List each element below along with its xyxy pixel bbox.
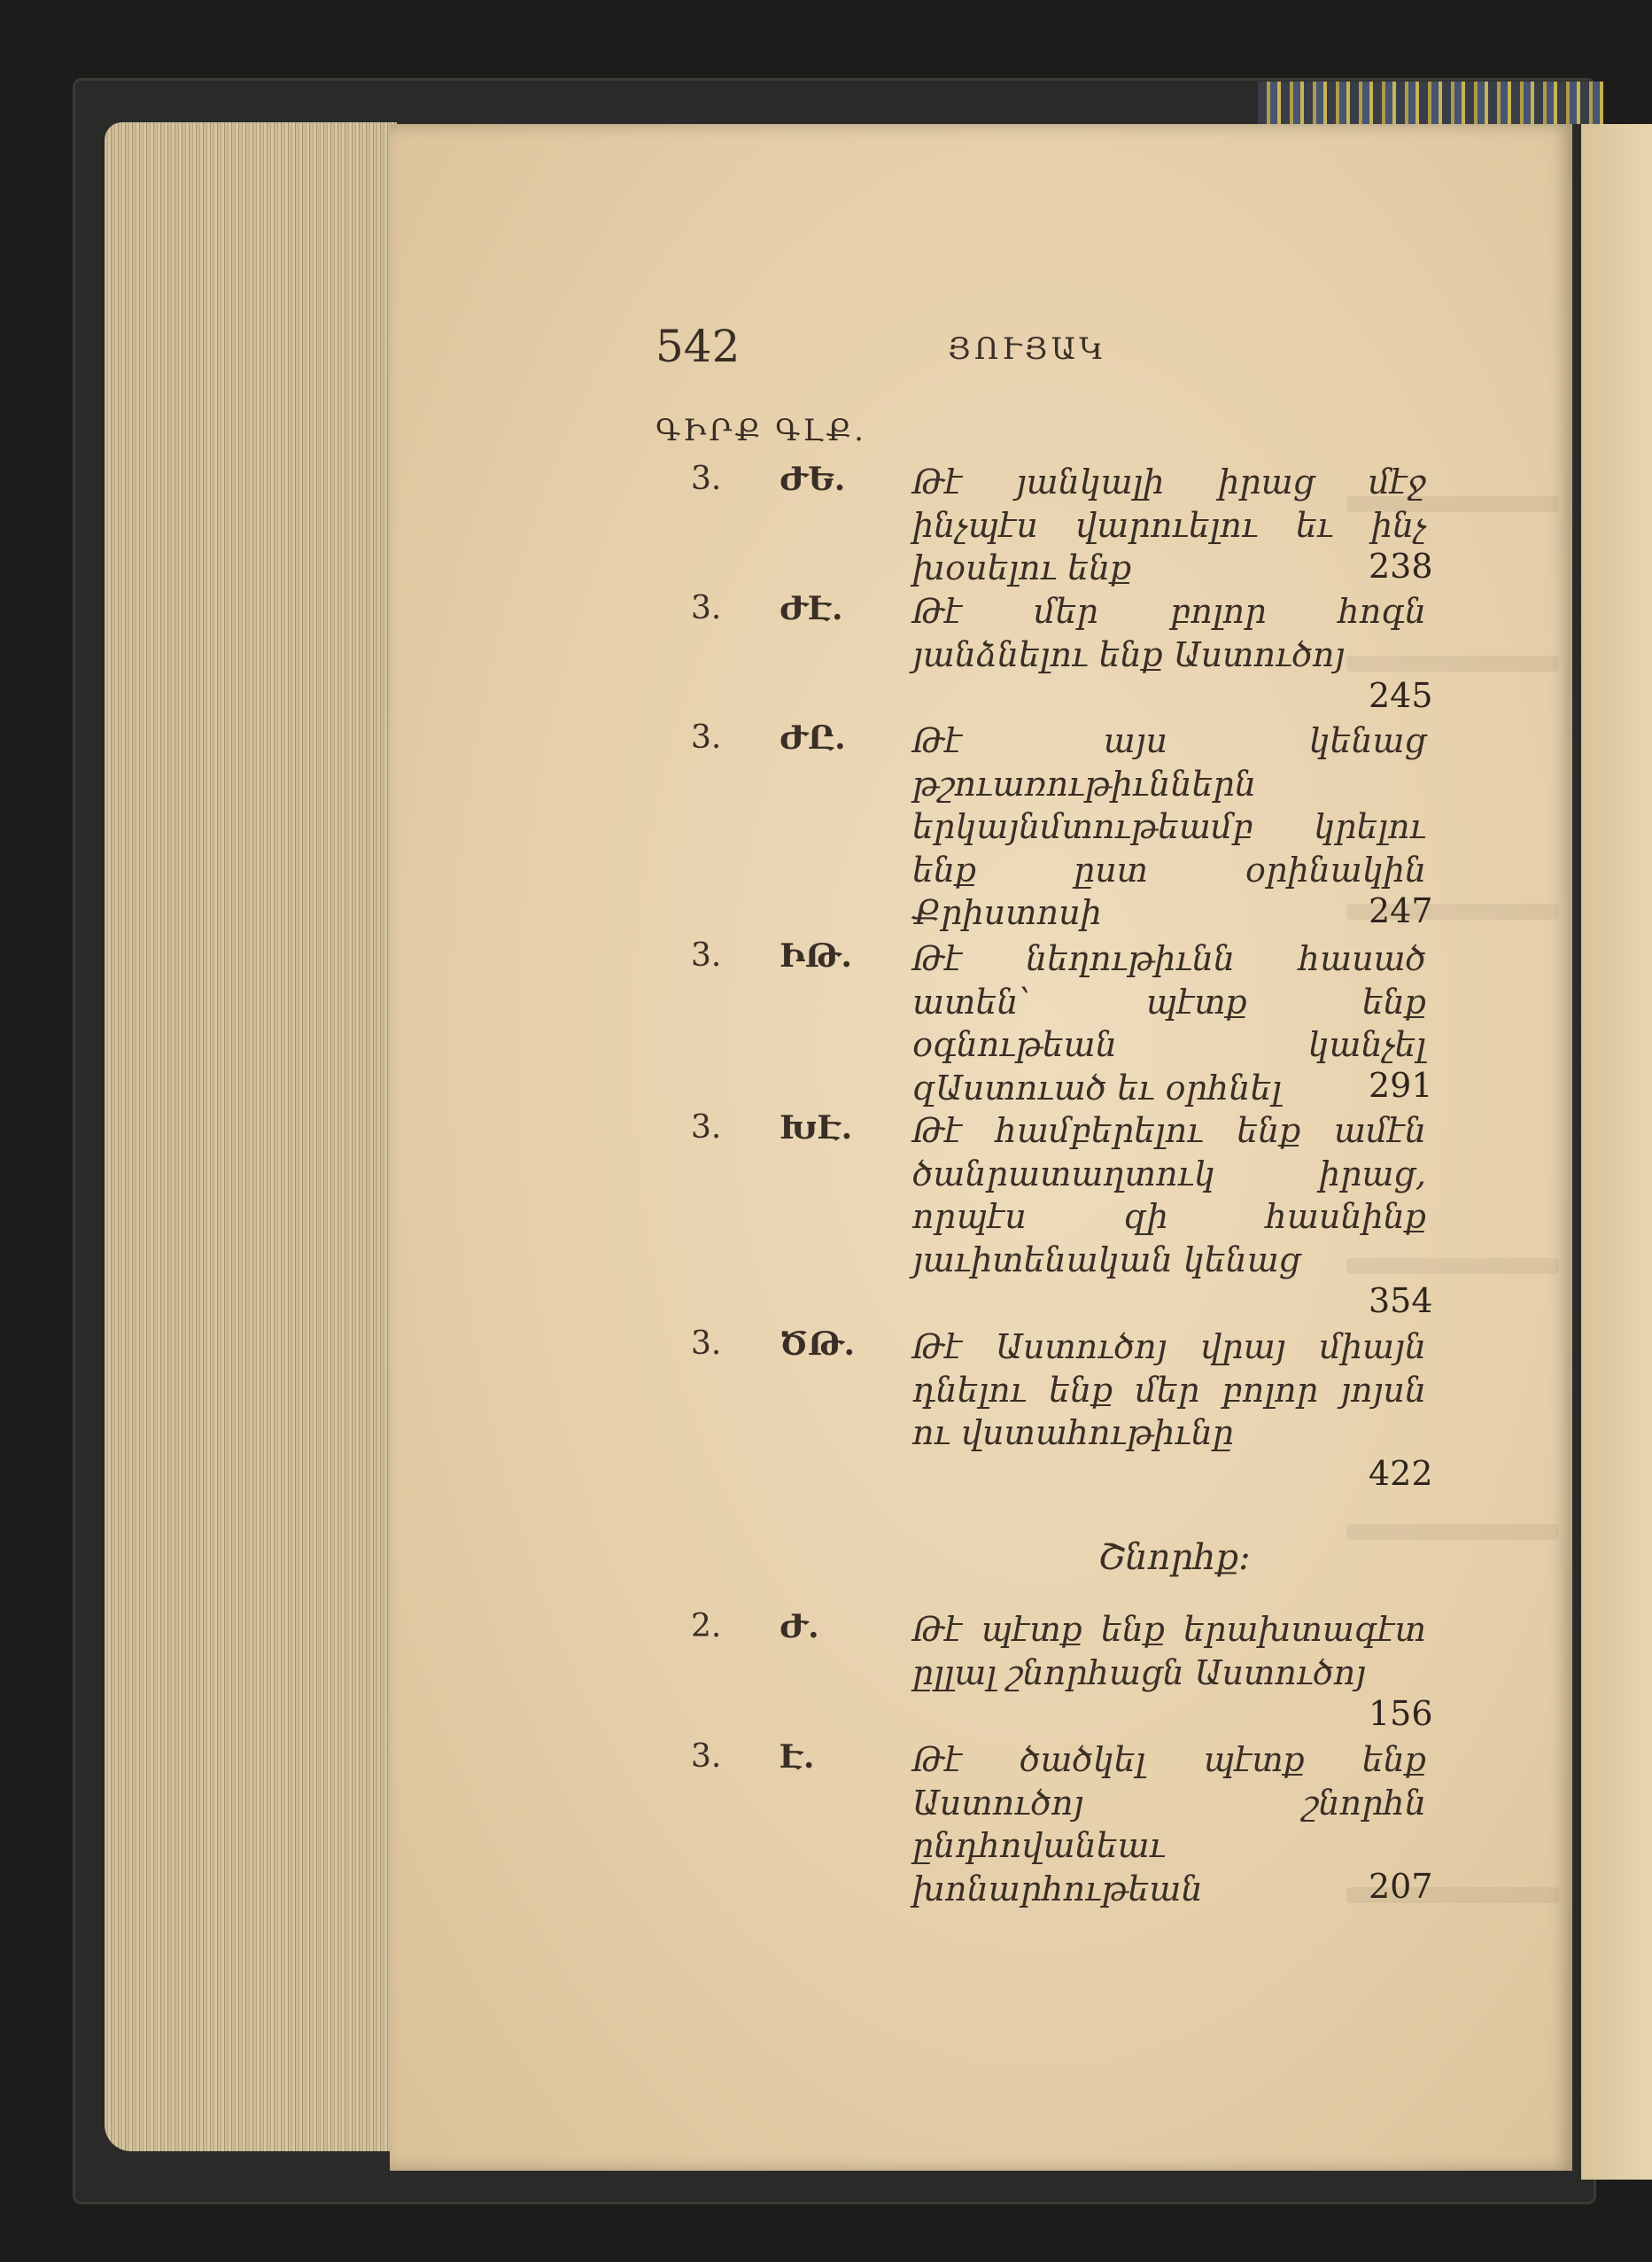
book-number: 3. (691, 937, 722, 974)
chapter-number: ԺԸ. (779, 719, 846, 757)
book-number: 3. (691, 1325, 722, 1362)
chapter-number: Է. (779, 1738, 815, 1776)
facing-page-edge (1581, 124, 1652, 2180)
entry-title: Թէ մեր բոլոր հոգն յանձնելու ենք Աստուծոյ (912, 592, 1426, 674)
entry-title: Թէ յանկալի իրաց մէջ ինչպէս վարուելու եւ ինչ խօսելու ենք (912, 463, 1426, 587)
chapter-number: ԽԷ. (779, 1109, 853, 1147)
toc-entry (691, 461, 1435, 585)
chapter-number: ԾԹ. (779, 1325, 855, 1363)
page-number: 542 (655, 321, 741, 372)
chapter-number: ԻԹ. (779, 937, 852, 975)
book-number: 3. (691, 719, 722, 756)
page-header (655, 321, 1435, 392)
book-number: 3. (691, 461, 722, 497)
entry-title: Թէ նեղութիւնն հասած ատեն՝ պէտք ենք օգնութեան կանչել զԱստուած եւ օրհնել (912, 939, 1426, 1108)
entry-title: Թէ այս կենաց թշուառութիւններն երկայնմտութեամբ կրելու ենք ըստ օրինակին Քրիստոսի (912, 721, 1426, 932)
toc-entry (691, 1608, 1435, 1741)
entry-title: Թէ Աստուծոյ վրայ միայն դնելու ենք մեր բոլոր յոյսն ու վստահութիւնը (912, 1327, 1426, 1452)
toc-entry (691, 1325, 1435, 1503)
toc-entry (691, 719, 1435, 932)
entry-page-number: 354 (1369, 1281, 1433, 1320)
column-heading: ԳԻՐՔ ԳԼՔ. (655, 413, 866, 448)
entry-page-number: 207 (1369, 1867, 1433, 1906)
book-number: 3. (691, 590, 722, 626)
entry-title: Թէ պէտք ենք երախտագէտ ըլլալ շնորհացն Աստուծոյ (912, 1610, 1426, 1692)
entry-page-number: 247 (1369, 891, 1433, 930)
bookmark-ribbon (1258, 82, 1603, 124)
entry-page-number: 156 (1369, 1694, 1433, 1733)
section-subheading: Շնորհք: (1098, 1537, 1251, 1578)
entry-page-number: 245 (1369, 676, 1433, 715)
toc-entry (691, 1738, 1435, 1916)
book-number: 3. (691, 1109, 722, 1146)
chapter-number: Ժ. (779, 1608, 819, 1645)
toc-entry (691, 937, 1435, 1115)
page-edges (105, 122, 397, 2151)
entry-page-number: 422 (1369, 1454, 1433, 1493)
toc-entry (691, 590, 1435, 714)
chapter-number: ԺԵ. (779, 461, 846, 498)
entry-title: Թէ ծածկել պէտք ենք Աստուծոյ շնորհն ընդհովանեաւ խոնարհութեան (912, 1740, 1426, 1908)
book-number: 2. (691, 1608, 722, 1644)
entry-title: Թէ համբերելու ենք ամէն ծանրատաղտուկ իրաց, որպէս զի հասնինք յաւիտենական կենաց (912, 1111, 1426, 1279)
book-number: 3. (691, 1738, 722, 1775)
running-title: ՅՈՒՅԱԿ (948, 331, 1107, 367)
entry-page-number: 291 (1369, 1066, 1433, 1105)
toc-entry (691, 1109, 1435, 1322)
chapter-number: ԺԷ. (779, 590, 843, 627)
entry-page-number: 238 (1369, 547, 1433, 586)
bleed-through (1346, 1524, 1559, 1540)
